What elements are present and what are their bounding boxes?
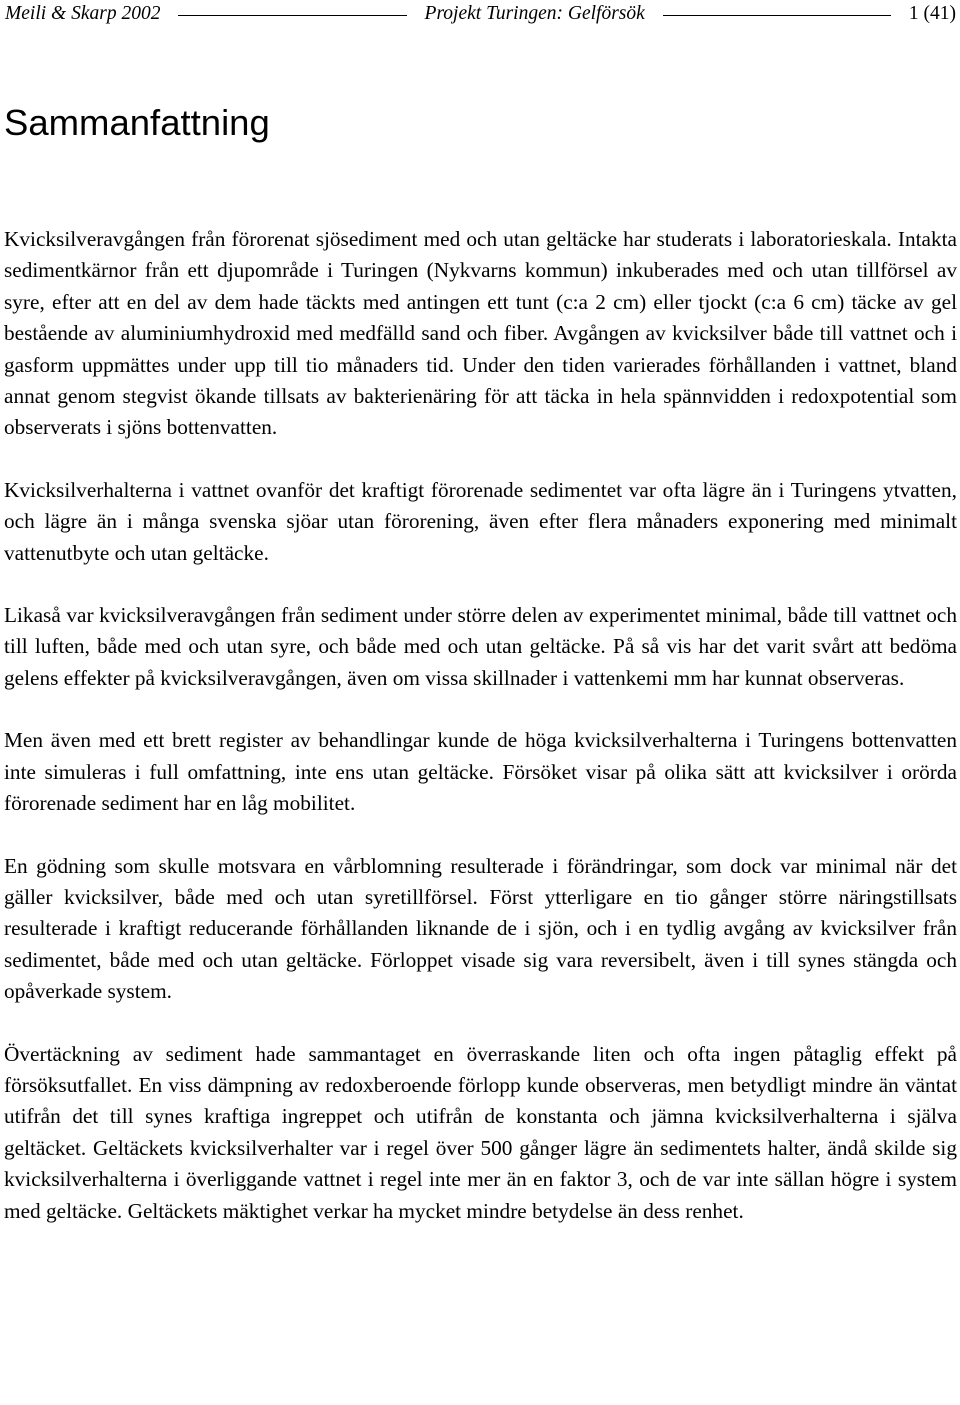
header-rule-right — [663, 15, 891, 16]
paragraph-3: Likaså var kvicksilveravgången från sediment under större delen av experimentet minimal, både till vattnet och till luften, både med och utan syre, och både med och utan geltäcke. På så vis har det varit svårt att bedöma gelens effekter på kvicksilveravgången, även om vissa skillnader i vattenkemi mm har kunnat observeras. — [4, 603, 957, 690]
header-rule-left — [178, 15, 406, 16]
page-title: Sammanfattning — [4, 102, 270, 143]
paragraph-4: Men även med ett brett register av behandlingar kunde de höga kvicksilverhalterna i Turingens bottenvatten inte simuleras i full omfattning, inte ens utan geltäcke. Försöket visar på olika sätt att kvicksilver i orörda förorenade sediment har en låg mobilitet. — [4, 728, 957, 816]
paragraph-1: Kvicksilveravgången från förorenat sjösediment med och utan geltäcke har studerats i laboratorieskala. Intakta sedimentkärnor från ett djupområde i Turingen (Nykvarns kommun) inkuberades med och utan tillförsel av syre, efter att en del av dem hade täckts med antingen ett tunt (c:a 2 cm) eller tjockt (c:a 6 cm) täcke av gel bestående av aluminiumhydroxid med medfälld sand och fiber. Avgången av kvicksilver både till vattnet och i gasform uppmättes under upp till tio månaders tid. Under den tiden varierades förhållanden i vattnet, bland annat genom stegvist ökande tillsats av bakterienäring för att täcka in hela spännvidden i redoxpotential som observerats i sjöns bottenvatten. — [4, 227, 957, 440]
header-project-title: Projekt Turingen: Gelförsök — [424, 3, 645, 24]
page-header — [5, 1, 956, 27]
paragraph-5: En gödning som skulle motsvara en vårblomning resulterade i förändringar, som dock var minimal när det gäller kvicksilver, både med och utan syretillförsel. Först ytterligare en tio gånger större näringstillsats resulterade i kraftigt reducerande förhållanden liknande de i sjön, och i en tydlig avgång av kvicksilver från sedimentet, både med och utan geltäcke. Förloppet visade sig vara reversibelt, även i till synes stängda och opåverkade system. — [4, 853, 957, 1004]
paragraph-6: Övertäckning av sediment hade sammantaget en överraskande liten och ofta ingen påtaglig effekt på försöksutfallet. En viss dämpning av redoxberoende förlopp kunde observeras, men betydligt mindre än väntat utifrån det till synes kraftiga ingreppet och utifrån de konstanta och jämna kvicksilverhalterna i själva geltäcket. Geltäckets kvicksilverhalter var i regel över 500 gånger lägre än sedimentets halter, ändå skilde sig kvicksilverhalterna i överliggande vattnet i regel inte mer än en faktor 3, och de var inte sällan högre i system med geltäcke. Geltäckets mäktighet verkar ha mycket mindre betydelse än dess renhet. — [4, 1041, 957, 1223]
paragraph-2: Kvicksilverhalterna i vattnet ovanför det kraftigt förorenade sedimentet var ofta lägre än i Turingens ytvatten, och lägre än i många svenska sjöar utan förorening, även efter flera månaders exponering med minimalt vattenutbyte och utan geltäcke. — [4, 477, 957, 565]
summary-body — [4, 224, 957, 1227]
header-authors: Meili & Skarp 2002 — [5, 3, 161, 24]
header-page-number: 1 (41) — [908, 3, 956, 24]
